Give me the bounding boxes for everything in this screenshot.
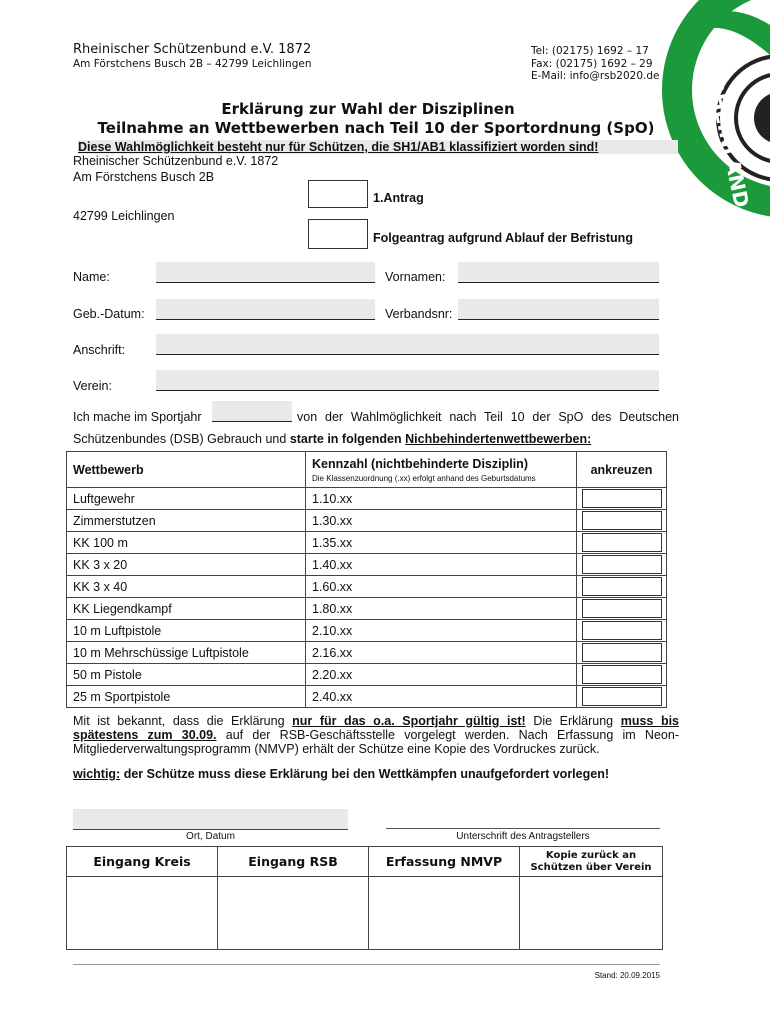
ankreuzen-checkbox[interactable] [582,665,662,684]
eingang-rsb: Eingang RSB [218,847,369,877]
org-address: Am Förstchens Busch 2B – 42799 Leichlingen [73,58,312,70]
page-subtitle: Teilnahme an Wettbewerben nach Teil 10 der Sportordnung (SpO) [97,119,655,137]
discipline-code: 2.40.xx [306,686,577,708]
stand-date: Stand: 20.09.2015 [594,971,660,980]
ankreuzen-cell [577,642,667,664]
geb-datum-field[interactable] [156,299,375,320]
ankreuzen-cell [577,620,667,642]
ankreuzen-cell [577,510,667,532]
table-row [67,620,667,642]
note-paragraph [73,714,679,756]
ankreuzen-checkbox[interactable] [582,511,662,530]
eingang-kreis-cell[interactable] [67,877,218,950]
discipline-code: 2.10.xx [306,620,577,642]
geb-datum-label: Geb.-Datum: [73,307,145,321]
discipline-name: 25 m Sportpistole [67,686,306,708]
eingang-kreis: Eingang Kreis [67,847,218,877]
note-d: muss bis spätestens zum 30.09. [73,714,679,742]
note-e: auf der RSB-Geschäftsstelle vorgelegt werden. Nach Erfassung im Neon-Mitgliederverwaltungsprogramm (NMVP) erhält der Schütze eine Kopie des Vordruckes zurück. [73,728,679,756]
kopie-zurueck [520,847,663,877]
statement-part1: Ich mache im Sportjahr [73,410,202,424]
ankreuzen-cell [577,598,667,620]
eingang-rsb-cell[interactable] [218,877,369,950]
warning-label: wichtig: [73,767,121,781]
discipline-name: KK 3 x 40 [67,576,306,598]
ankreuzen-checkbox[interactable] [582,621,662,640]
org-fax: Fax: (02175) 1692 – 29 [531,58,653,70]
table-row [67,686,667,708]
discipline-name: 50 m Pistole [67,664,306,686]
recipient-line3: 42799 Leichlingen [73,209,175,223]
follow-application-checkbox[interactable] [308,219,368,249]
ankreuzen-cell [577,686,667,708]
note-a: Mit ist bekannt, dass die Erklärung [73,714,285,728]
discipline-name: 10 m Mehrschüssige Luftpistole [67,642,306,664]
follow-application-label: Folgeantrag aufgrund Ablauf der Befristung [373,231,633,245]
ankreuzen-checkbox[interactable] [582,555,662,574]
warning-text: der Schütze muss diese Erklärung bei den Wettkämpfen unaufgefordert vorlegen! [123,767,609,781]
statement-part5: Nichbehindertenwettbewerben: [405,432,592,446]
first-application-label: 1.Antrag [373,191,424,205]
table-row [67,532,667,554]
table-row [67,576,667,598]
org-name: Rheinischer Schützenbund e.V. 1872 [73,42,312,57]
erfassung-nmvp-cell[interactable] [369,877,520,950]
discipline-code: 1.60.xx [306,576,577,598]
discipline-code: 1.30.xx [306,510,577,532]
ankreuzen-checkbox[interactable] [582,599,662,618]
table-row [67,554,667,576]
ankreuzen-cell [577,576,667,598]
discipline-name: KK Liegendkampf [67,598,306,620]
logo-text: RHEINLAND [703,76,754,210]
ankreuzen-cell [577,488,667,510]
recipient-line2: Am Förstchens Busch 2B [73,170,215,184]
ankreuzen-cell [577,664,667,686]
discipline-name: KK 3 x 20 [67,554,306,576]
table-row [67,598,667,620]
ankreuzen-cell [577,532,667,554]
table-header-row [67,452,667,488]
kopie-cell[interactable] [520,877,663,950]
office-use-table [66,846,663,950]
table-row [67,642,667,664]
office-body-row [67,877,663,950]
page-title: Erklärung zur Wahl der Disziplinen [221,100,515,118]
sportjahr-field[interactable] [212,401,292,422]
signature-label: Unterschrift des Antragstellers [456,831,590,842]
vornamen-field[interactable] [458,262,659,283]
header-ankreuzen: ankreuzen [577,452,667,488]
table-row [67,664,667,686]
discipline-name: Zimmerstutzen [67,510,306,532]
note-b: nur für das o.a. Sportjahr gültig ist! [292,714,526,728]
verein-field[interactable] [156,370,659,391]
note-c: Die Erklärung [533,714,614,728]
statement-part2: von der Wahlmöglichkeit nach Teil 10 der SpO des Deutschen [297,410,679,424]
table-row [67,488,667,510]
header-kennzahl-title: Kennzahl (nichtbehinderte Disziplin) [312,456,528,471]
footer-divider [73,964,660,965]
statement-line2 [73,432,591,446]
statement-part4: starte in folgenden [289,432,402,446]
ankreuzen-checkbox[interactable] [582,489,662,508]
org-tel: Tel: (02175) 1692 – 17 [531,45,649,57]
header-kennzahl-sub: Die Klassenzuordnung (.xx) erfolgt anhand des Geburtsdatums [312,473,536,483]
notice: Diese Wahlmöglichkeit besteht nur für Schützen, die SH1/AB1 klassifiziert worden sind! [78,140,678,154]
discipline-code: 1.35.xx [306,532,577,554]
ankreuzen-checkbox[interactable] [582,577,662,596]
place-date-label: Ort, Datum [186,831,235,842]
header-wettbewerb: Wettbewerb [67,452,306,488]
recipient-line1: Rheinischer Schützenbund e.V. 1872 [73,154,279,168]
discipline-name: KK 100 m [67,532,306,554]
header-kennzahl [306,452,577,488]
ankreuzen-checkbox[interactable] [582,643,662,662]
name-label: Name: [73,270,110,284]
signature-line [386,828,660,829]
org-email: E-Mail: info@rsb2020.de [531,70,660,82]
statement-part3: Schützenbundes (DSB) Gebrauch und [73,432,287,446]
verein-label: Verein: [73,379,112,393]
table-row [67,510,667,532]
warning-line [73,767,609,781]
name-field[interactable] [156,262,375,283]
verbandsnr-field[interactable] [458,299,659,320]
office-header-row [67,847,663,877]
anschrift-field[interactable] [156,334,659,355]
discipline-name: 10 m Luftpistole [67,620,306,642]
erfassung-nmvp: Erfassung NMVP [369,847,520,877]
ankreuzen-checkbox[interactable] [582,533,662,552]
discipline-table [66,451,667,708]
kopie-line1: Kopie zurück an [545,849,637,861]
discipline-code: 2.20.xx [306,664,577,686]
first-application-checkbox[interactable] [308,180,368,208]
ankreuzen-checkbox[interactable] [582,687,662,706]
anschrift-label: Anschrift: [73,343,126,357]
discipline-code: 1.10.xx [306,488,577,510]
discipline-code: 2.16.xx [306,642,577,664]
discipline-code: 1.80.xx [306,598,577,620]
place-date-field[interactable] [73,809,348,830]
kopie-line2: Schützen über Verein [530,861,652,873]
ankreuzen-cell [577,554,667,576]
discipline-code: 1.40.xx [306,554,577,576]
vornamen-label: Vornamen: [385,270,446,284]
verbandsnr-label: Verbandsnr: [385,307,453,321]
discipline-name: Luftgewehr [67,488,306,510]
